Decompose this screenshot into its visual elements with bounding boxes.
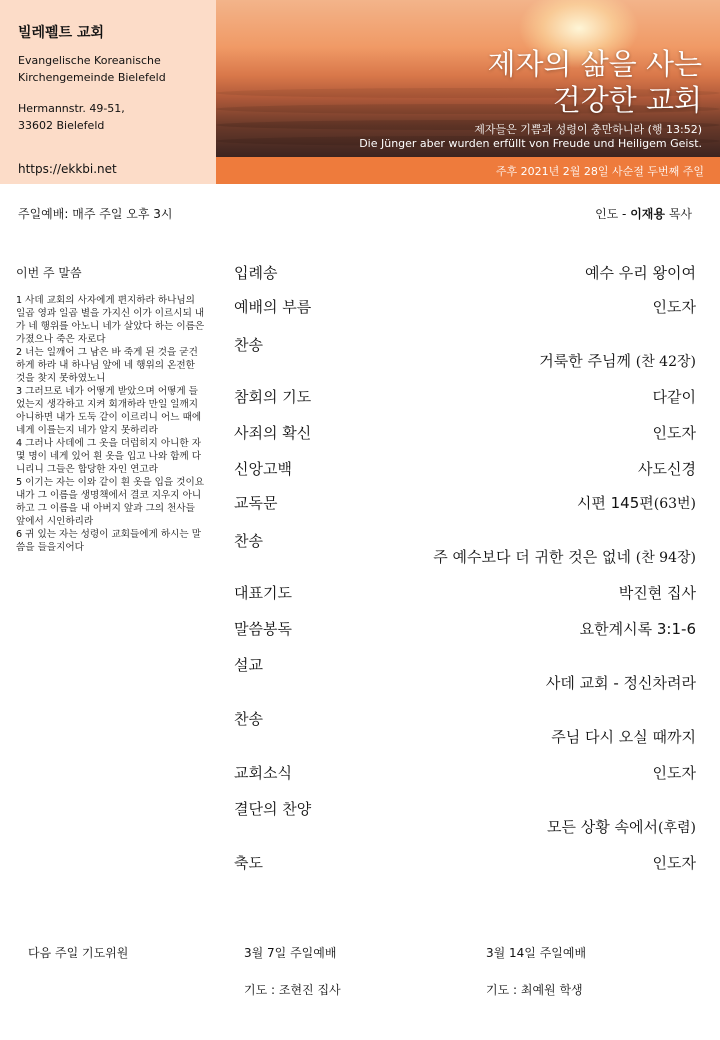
scripture-verse: 4 그러나 사데에 그 옷을 더럽히지 아니한 자 몇 명이 네게 있어 흰 옷을 입고 나와 함께 다니리니 그들은 합당한 자인 연고라 — [16, 438, 201, 475]
order-item-label: 예배의 부름 — [234, 298, 312, 316]
order-item-paren: (찬 42장) — [635, 354, 696, 370]
sunset-sea-banner — [216, 0, 720, 157]
church-name: 빌레펠트 교회 — [18, 25, 105, 41]
scripture-verse: 3 그러므로 네가 어떻게 받았으며 어떻게 들었는지 생각하고 지켜 회개하라 만일 일깨지 아니하면 내가 도둑 같이 이르리니 어느 때에 네게 이를는지 네가 알지 못하리라 — [16, 386, 202, 436]
address — [18, 100, 216, 134]
theme-verse-kr: 제자들은 기쁨과 성령이 충만하니라 (행 13:52) — [474, 123, 702, 136]
order-item-label: 교회소식 — [234, 764, 292, 782]
service-leader — [595, 205, 692, 222]
order-item-value — [619, 582, 696, 603]
banner-title-line-2: 건강한 교회 — [552, 83, 702, 117]
order-item-label: 찬송 — [234, 336, 263, 354]
leader-title: 목사 — [665, 207, 692, 221]
order-item-value — [653, 422, 696, 443]
order-item-paren: (63번) — [653, 496, 696, 512]
order-item-value — [653, 296, 696, 317]
service-date: 주후 2021년 2월 28일 사순절 두번째 주일 — [495, 165, 704, 178]
worship-time: 주일예배: 매주 주일 오후 3시 — [18, 207, 173, 221]
order-item-value-text: 주 예수보다 더 귀한 것은 없네 — [433, 548, 636, 566]
order-item-value-text: 예수 우리 왕이여 — [585, 264, 696, 282]
order-item-label: 대표기도 — [234, 584, 292, 602]
order-item-value-text: 인도자 — [652, 298, 696, 316]
next-week-prayer-label: 다음 주일 기도위원 — [28, 946, 129, 960]
order-item-value-text: 사데 교회 - 정신차려라 — [545, 674, 696, 692]
order-item-value — [585, 262, 696, 283]
order-item-label: 교독문 — [234, 494, 278, 512]
order-item-label: 말씀봉독 — [234, 620, 292, 638]
next-week-column-2 — [486, 944, 586, 998]
banner-title — [487, 46, 702, 118]
next-week-date-1: 3월 7일 주일예배 — [244, 946, 337, 960]
order-item-value-text: 시편 145편 — [576, 494, 654, 512]
scripture-title: 이번 주 말씀 — [16, 266, 82, 280]
order-item-value-text: 인도자 — [652, 854, 696, 872]
order-item-label: 신앙고백 — [234, 460, 292, 478]
order-item-label: 결단의 찬양 — [234, 800, 312, 818]
order-item-label: 사죄의 확신 — [234, 424, 312, 442]
address-line-2: 33602 Bielefeld — [18, 119, 105, 132]
next-week-prayer-1: 기도 : 조현진 집사 — [244, 983, 341, 997]
order-item-label: 축도 — [234, 854, 263, 872]
scripture-verse: 6 귀 있는 자는 성령이 교회들에게 하시는 말씀을 들을지어다 — [16, 529, 201, 553]
leader-name: 이재용 — [630, 207, 665, 221]
order-item-value-text: 박진현 집사 — [618, 584, 696, 602]
order-item-value — [653, 852, 696, 873]
order-item-value — [546, 672, 696, 693]
order-item-value — [653, 762, 696, 783]
website-link[interactable]: https://ekkbi.net — [18, 162, 117, 176]
order-item-value — [433, 546, 696, 567]
scripture-verse: 2 너는 일깨어 그 남은 바 죽게 된 것을 굳건하게 하라 내 하나님 앞에 네 행위의 온전한 것을 찾지 못하였노니 — [16, 347, 198, 384]
order-item-value-text: 사도신경 — [638, 460, 696, 478]
order-item-value — [653, 386, 696, 407]
leader-prefix: 인도 - — [595, 207, 631, 221]
church-name-de-1: Evangelische Koreanische — [18, 54, 161, 67]
scripture-verse: 1 사데 교회의 사자에게 편지하라 하나님의 일곱 영과 일곱 별을 가지신 이가 이르시되 내가 네 행위를 아노니 네가 살았다 하는 이름은 가졌으나 죽은 자로다 — [16, 295, 205, 345]
order-item-value-text: 다같이 — [652, 388, 696, 406]
order-item-value-text: 요한계시록 3:1-6 — [579, 620, 696, 638]
order-item-paren: (찬 94장) — [635, 550, 696, 566]
order-item-value-text: 주님 다시 오실 때까지 — [551, 728, 696, 746]
order-item-value — [551, 726, 696, 747]
order-item-value-text: 거룩한 주님께 — [539, 352, 636, 370]
order-item-value — [547, 816, 696, 837]
order-item-paren: (후렴) — [658, 820, 696, 836]
order-item-value — [638, 458, 696, 479]
order-item-label: 설교 — [234, 656, 263, 674]
next-week-column-1 — [244, 944, 341, 998]
order-item-label: 찬송 — [234, 710, 263, 728]
church-info-panel — [0, 0, 216, 184]
order-item-value — [539, 350, 696, 371]
next-week-prayer-2: 기도 : 최예원 학생 — [486, 983, 583, 997]
order-item-value — [580, 618, 696, 639]
date-bar — [216, 157, 720, 184]
church-name-de-2: Kirchengemeinde Bielefeld — [18, 71, 166, 84]
address-line-1: Hermannstr. 49-51, — [18, 102, 125, 115]
order-item-label: 찬송 — [234, 532, 263, 550]
scripture-verse: 5 이기는 자는 이와 같이 흰 옷을 입을 것이요 내가 그 이름을 생명책에서 결코 지우지 아니하고 그 이름을 내 아버지 앞과 그의 천사들 앞에서 시인하리라 — [16, 477, 205, 527]
order-item-value-text: 인도자 — [652, 424, 696, 442]
order-item-label: 입례송 — [234, 264, 278, 282]
order-item-value-text: 인도자 — [652, 764, 696, 782]
next-week-date-2: 3월 14일 주일예배 — [486, 946, 587, 960]
order-item-label: 참회의 기도 — [234, 388, 312, 406]
banner-title-line-1: 제자의 삶을 사는 — [487, 47, 702, 81]
scripture-text — [16, 294, 206, 554]
order-item-value-text: 모든 상황 속에서 — [547, 818, 659, 836]
theme-verse-de: Die Jünger aber wurden erfüllt von Freude und Heiligem Geist. — [359, 137, 702, 150]
order-item-value — [577, 492, 696, 513]
